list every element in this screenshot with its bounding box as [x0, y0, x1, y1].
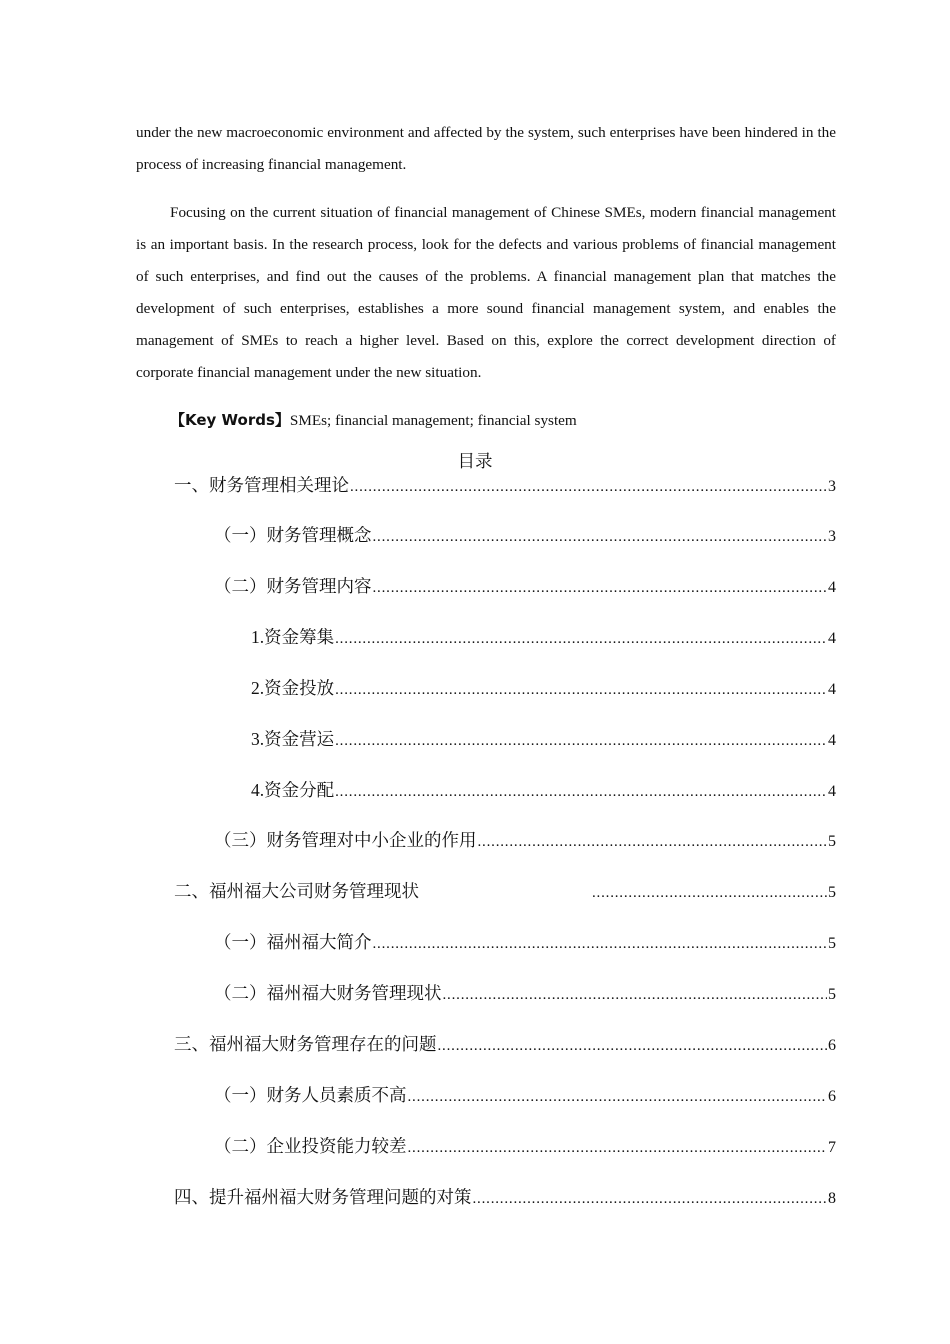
toc-entry-label: （一）财务人员素质不高	[214, 1085, 407, 1105]
toc-leader	[478, 828, 828, 856]
toc-entry[interactable]	[174, 471, 836, 499]
toc-entry-label: 一、财务管理相关理论	[174, 475, 349, 495]
toc-leader	[443, 981, 828, 1009]
toc-leader	[408, 1134, 828, 1162]
toc-entry[interactable]	[214, 1132, 836, 1160]
keywords-text: SMEs; financial management; financial system	[289, 412, 577, 429]
toc-leader	[335, 778, 827, 806]
toc-entry-label: 2.资金投放	[251, 678, 335, 698]
toc-leader	[350, 473, 827, 501]
toc-entry[interactable]	[251, 623, 836, 651]
toc-entry[interactable]	[174, 1030, 836, 1058]
toc-leader	[473, 1185, 828, 1213]
toc-entry[interactable]	[214, 979, 836, 1007]
toc-entry-label: （一）财务管理概念	[214, 525, 372, 545]
toc-page-number: 8	[828, 1190, 836, 1207]
toc-leader	[408, 1083, 828, 1111]
toc-leader	[335, 625, 827, 653]
toc-entry[interactable]	[214, 1081, 836, 1109]
abstract-paragraph-1: under the new macroeconomic environment and affected by the system, such enterprises have been hindered in the process of increasing financial management.	[136, 124, 836, 173]
toc-entry[interactable]	[214, 572, 836, 600]
toc-page-number: 6	[828, 1088, 836, 1105]
toc-entry[interactable]	[251, 776, 836, 804]
toc-entry-label: （一）福州福大简介	[214, 932, 372, 952]
toc-leader	[335, 676, 827, 704]
keywords-label: 【Key Words】	[170, 411, 290, 429]
toc-leader	[335, 727, 827, 755]
abstract-paragraph-2: Focusing on the current situation of financial management of Chinese SMEs, modern financial management is an important basis. In the research process, look for the defects and various problems of financial management of such enterprises, and find out the causes of the problems. A financial management plan that matches the development of such enterprises, establishes a more sound financial management system, and enables the management of SMEs to reach a higher level. Based on this, explore the correct development direction of corporate financial management under the new situation.	[136, 204, 836, 381]
toc-entry-label: 4.资金分配	[251, 780, 335, 800]
toc-page-number: 5	[828, 935, 836, 952]
toc-entry-label: 3.资金营运	[251, 729, 335, 749]
toc-entry-label: （二）财务管理内容	[214, 576, 372, 596]
toc-entry[interactable]	[214, 521, 836, 549]
toc-page-number: 5	[828, 986, 836, 1003]
toc-page-number: 5	[828, 884, 836, 901]
toc-page-number: 4	[828, 579, 836, 596]
toc-page-number: 4	[828, 783, 836, 800]
toc-entry[interactable]	[251, 725, 836, 753]
toc-entry[interactable]	[214, 928, 836, 956]
toc-leader	[592, 879, 827, 907]
toc-entry[interactable]	[174, 1183, 836, 1211]
toc-page-number: 4	[828, 681, 836, 698]
toc-title: 目录	[457, 451, 493, 471]
toc-entry-label: 四、提升福州福大财务管理问题的对策	[174, 1187, 472, 1207]
toc-entry[interactable]	[214, 826, 836, 854]
toc-entry-label: （二）福州福大财务管理现状	[214, 983, 442, 1003]
toc-leader	[373, 523, 828, 551]
toc-entry-label: 1.资金筹集	[251, 627, 335, 647]
toc-page-number: 3	[828, 478, 836, 495]
toc-entry[interactable]	[174, 877, 836, 905]
keywords-line	[170, 404, 577, 437]
toc-entry-label: （三）财务管理对中小企业的作用	[214, 830, 477, 850]
toc-leader	[438, 1032, 828, 1060]
toc-entry-label: 二、福州福大公司财务管理现状	[174, 881, 419, 901]
toc-page-number: 5	[828, 833, 836, 850]
toc-page-number: 7	[828, 1139, 836, 1156]
toc-leader	[373, 930, 828, 958]
toc-page-number: 6	[828, 1037, 836, 1054]
toc-page-number: 3	[828, 528, 836, 545]
toc-entry[interactable]	[251, 674, 836, 702]
toc-page-number: 4	[828, 732, 836, 749]
toc-entry-label: （二）企业投资能力较差	[214, 1136, 407, 1156]
toc-entry-label: 三、福州福大财务管理存在的问题	[174, 1034, 437, 1054]
toc-leader	[373, 574, 828, 602]
toc-page-number: 4	[828, 630, 836, 647]
